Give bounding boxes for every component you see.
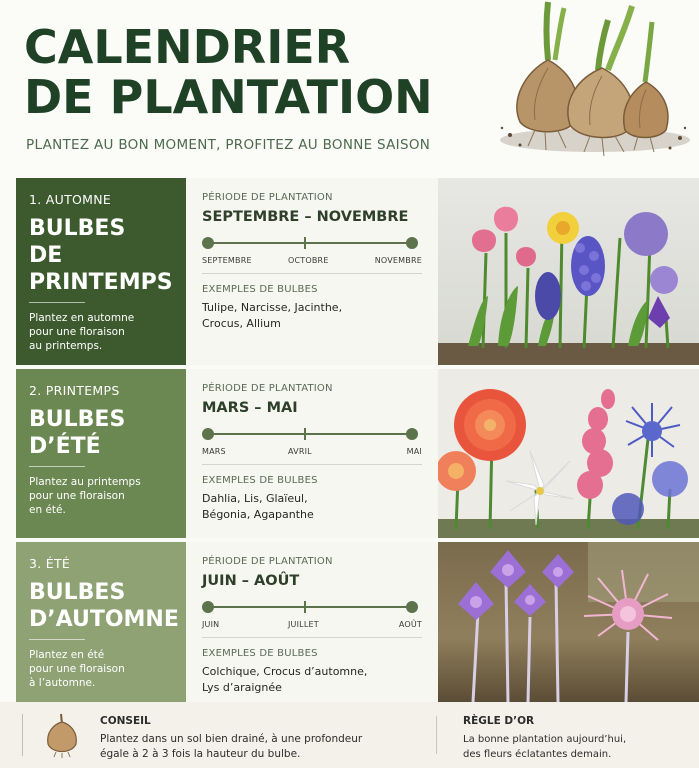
season-label: 1. AUTOMNE: [29, 192, 112, 207]
timeline-start-dot: [202, 237, 214, 249]
header: [0, 0, 699, 178]
period-value: MARS – MAI: [202, 400, 298, 416]
description-line: Plantez au printemps: [29, 476, 141, 488]
examples-line: Colchique, Crocus d’automne,: [202, 665, 368, 678]
season-panel: [16, 178, 186, 365]
timeline-mid-tick: [304, 428, 306, 440]
footer: [0, 702, 699, 768]
timeline-label-end: AOÛT: [398, 620, 422, 629]
season-label: 2. PRINTEMPS: [29, 383, 120, 398]
description-line: au printemps.: [29, 340, 103, 352]
row-autumn-planting: [16, 178, 699, 365]
period-value: SEPTEMBRE – NOVEMBRE: [202, 209, 409, 225]
description-line: Plantez en été: [29, 649, 105, 661]
timeline-line: [207, 606, 412, 608]
tip-text: Plantez dans un sol bien drainé, à une profondeur égale à 2 à 3 fois la hauteur du bulbe.: [100, 733, 363, 760]
examples-line: Bégonia, Agapanthe: [202, 508, 314, 521]
season-panel: [16, 542, 186, 702]
golden-rule-title: RÈGLE D’OR: [463, 715, 535, 727]
description-line: Plantez en automne: [29, 312, 135, 324]
timeline-mid-tick: [304, 601, 306, 613]
timeline-line: [207, 433, 412, 435]
examples-line: Tulipe, Narcisse, Jacinthe,: [202, 301, 343, 314]
description-line: pour une floraison: [29, 326, 125, 338]
timeline-label-start: SEPTEMBRE: [202, 256, 252, 265]
title-line-1: CALENDRIER: [24, 20, 351, 74]
summer-flowers-photo: [438, 369, 699, 538]
examples-list: [202, 300, 422, 332]
season-title: [29, 215, 186, 296]
page-title: [24, 22, 433, 122]
examples-line: Dahlia, Lis, Glaïeul,: [202, 492, 308, 505]
examples-list: [202, 491, 422, 523]
description-line: en été.: [29, 504, 66, 516]
planting-info: [186, 178, 438, 365]
golden-rule-text: [463, 732, 683, 762]
season-title: [29, 579, 186, 633]
timeline-label-mid: JUILLET: [288, 620, 319, 629]
timeline-mid-tick: [304, 237, 306, 249]
season-title-line: BULBES: [29, 216, 126, 241]
examples-line: Crocus, Allium: [202, 317, 281, 330]
divider: [202, 273, 422, 274]
golden-rule-line: La bonne plantation aujourd’hui,: [463, 734, 627, 745]
page-subtitle: PLANTEZ AU BON MOMENT, PROFITEZ AU BONNE SAISON: [26, 137, 431, 153]
period-value: JUIN – AOÛT: [202, 573, 300, 589]
row-summer-planting: [16, 542, 699, 702]
divider: [29, 302, 85, 303]
description-line: à l’automne.: [29, 677, 96, 689]
divider: [29, 639, 85, 640]
timeline-label-mid: OCTOBRE: [288, 256, 329, 265]
period-label: PÉRIODE DE PLANTATION: [202, 383, 333, 394]
season-title-line: DE: [29, 243, 63, 268]
season-title-line: BULBES: [29, 407, 126, 432]
period-label: PÉRIODE DE PLANTATION: [202, 192, 333, 203]
description-line: pour une floraison: [29, 490, 125, 502]
season-description: [29, 648, 186, 690]
timeline-label-mid: AVRIL: [288, 447, 312, 456]
timeline-label-end: NOVEMBRE: [374, 256, 422, 265]
timeline-end-dot: [406, 601, 418, 613]
row-spring-planting: [16, 369, 699, 538]
timeline-label-end: MAI: [406, 447, 422, 456]
divider: [22, 714, 23, 756]
season-title-line: D’AUTOMNE: [29, 607, 179, 632]
timeline-start-dot: [202, 601, 214, 613]
timeline: [202, 428, 422, 458]
timeline-start-dot: [202, 428, 214, 440]
timeline: [202, 237, 422, 267]
season-title-line: D’ÉTÉ: [29, 434, 101, 459]
tip-title: CONSEIL: [100, 715, 151, 727]
season-description: [29, 311, 186, 353]
season-title-line: PRINTEMPS: [29, 270, 173, 295]
timeline-end-dot: [406, 237, 418, 249]
divider: [29, 466, 85, 467]
spring-flowers-photo: [438, 178, 699, 365]
examples-list: [202, 664, 422, 696]
season-title: [29, 406, 186, 460]
examples-line: Lys d’araignée: [202, 681, 282, 694]
season-panel: [16, 369, 186, 538]
planting-info: [186, 369, 438, 538]
timeline-line: [207, 242, 412, 244]
examples-label: EXEMPLES DE BULBES: [202, 475, 318, 486]
examples-label: EXEMPLES DE BULBES: [202, 648, 318, 659]
title-line-2: DE PLANTATION: [24, 70, 433, 124]
golden-rule-line: des fleurs éclatantes demain.: [463, 749, 612, 760]
autumn-flowers-photo: [438, 542, 699, 702]
period-label: PÉRIODE DE PLANTATION: [202, 556, 333, 567]
bulbs-illustration-icon: [480, 0, 699, 178]
timeline-label-start: MARS: [202, 447, 226, 456]
divider: [202, 637, 422, 638]
timeline: [202, 601, 422, 631]
timeline-label-start: JUIN: [202, 620, 220, 629]
season-label: 3. ÉTÉ: [29, 556, 71, 571]
examples-label: EXEMPLES DE BULBES: [202, 284, 318, 295]
divider: [436, 716, 437, 754]
season-description: [29, 475, 186, 517]
planting-info: [186, 542, 438, 702]
bulb-icon: [44, 712, 80, 762]
description-line: pour une floraison: [29, 663, 125, 675]
divider: [202, 464, 422, 465]
season-title-line: BULBES: [29, 580, 126, 605]
timeline-end-dot: [406, 428, 418, 440]
